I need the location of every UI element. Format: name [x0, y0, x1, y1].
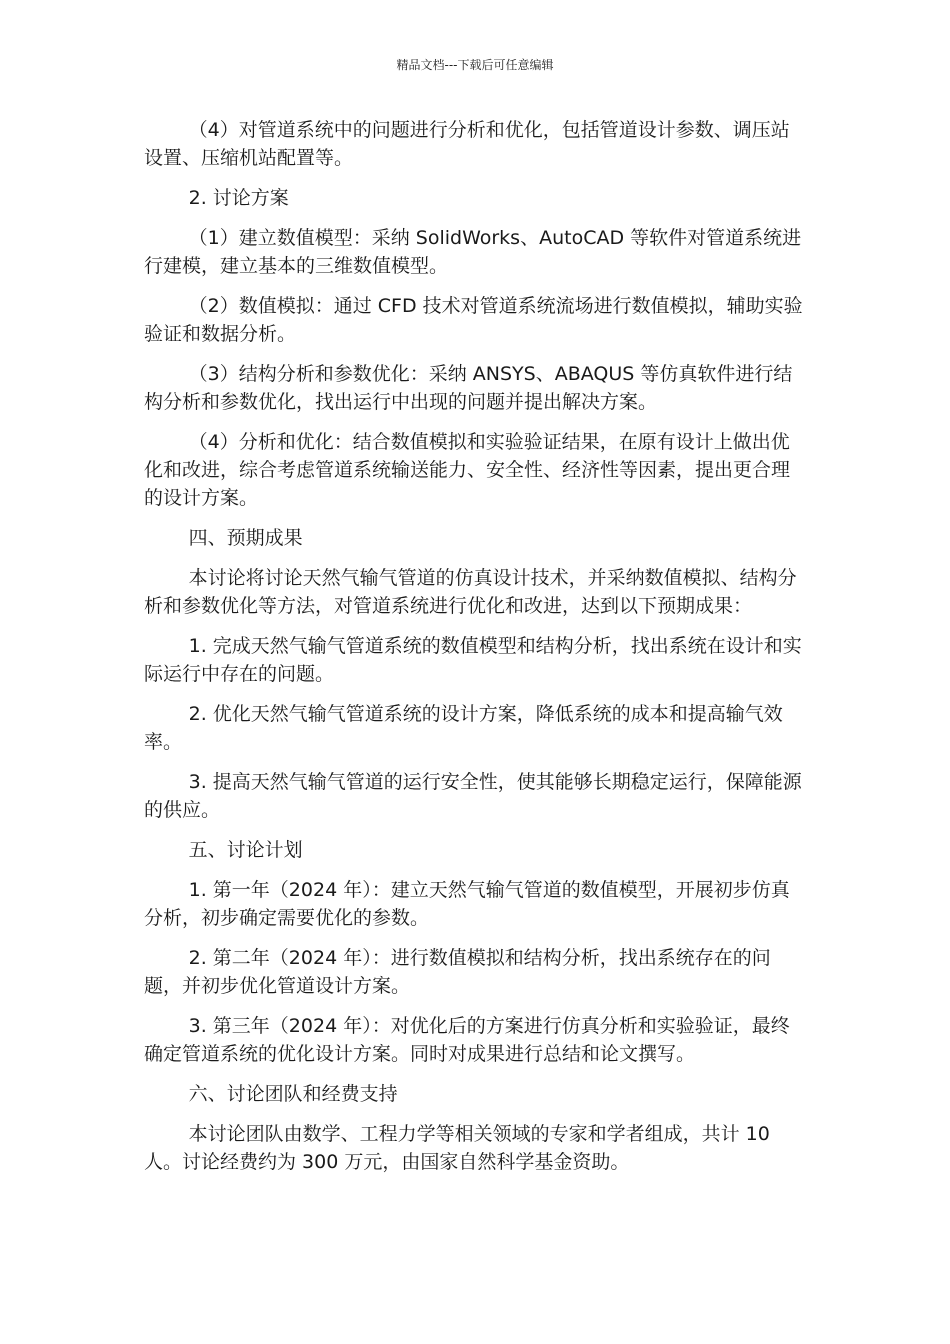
section-heading-expected-results: 四、预期成果 — [188, 527, 303, 549]
paragraph-result-1: 1. 完成天然气输气管道系统的数值模型和结构分析，找出系统在设计和实际运行中存在的问题。 — [144, 635, 802, 685]
paragraph-plan-year-2: 2. 第二年（2024 年）：进行数值模拟和结构分析，找出系统存在的问题，并初步优化管道设计方案。 — [144, 947, 771, 997]
paragraph-item-4-analysis: （4）对管道系统中的问题进行分析和优化，包括管道设计参数、调压站设置、压缩机站配置等。 — [144, 119, 790, 169]
paragraph-plan-year-3: 3. 第三年（2024 年）：对优化后的方案进行仿真分析和实验验证，最终确定管道系统的优化设计方案。同时对成果进行总结和论文撰写。 — [144, 1015, 790, 1065]
paragraph-structural-analysis: （3）结构分析和参数优化：采纳 ANSYS、ABAQUS 等仿真软件进行结构分析和参数优化，找出运行中出现的问题并提出解决方案。 — [144, 363, 793, 413]
paragraph-result-2: 2. 优化天然气输气管道系统的设计方案，降低系统的成本和提高输气效率。 — [144, 703, 783, 753]
document-body — [144, 116, 806, 1188]
paragraph-analysis-optimization: （4）分析和优化：结合数值模拟和实验验证结果，在原有设计上做出优化和改进，综合考虑管道系统输送能力、安全性、经济性等因素，提出更合理的设计方案。 — [144, 431, 791, 509]
section-heading-plan: 五、讨论计划 — [188, 839, 303, 861]
paragraph-plan-year-1: 1. 第一年（2024 年）：建立天然气输气管道的数值模型，开展初步仿真分析，初步确定需要优化的参数。 — [144, 879, 790, 929]
paragraph-team-funding: 本讨论团队由数学、工程力学等相关领域的专家和学者组成，共计 10 人。讨论经费约为 300 万元，由国家自然科学基金资助。 — [144, 1123, 770, 1173]
paragraph-numerical-simulation: （2）数值模拟：通过 CFD 技术对管道系统流场进行数值模拟，辅助实验验证和数据分析。 — [144, 295, 803, 345]
section-heading-team-funding: 六、讨论团队和经费支持 — [188, 1083, 398, 1105]
paragraph-result-3: 3. 提高天然气输气管道的运行安全性，使其能够长期稳定运行，保障能源的供应。 — [144, 771, 802, 821]
page-header: 精品文档---下载后可任意编辑 — [396, 58, 554, 72]
section-heading-discussion-plan: 2. 讨论方案 — [188, 187, 289, 209]
paragraph-numerical-model: （1）建立数值模型：采纳 SolidWorks、AutoCAD 等软件对管道系统进行建模，建立基本的三维数值模型。 — [144, 227, 802, 277]
paragraph-results-intro: 本讨论将讨论天然气输气管道的仿真设计技术，并采纳数值模拟、结构分析和参数优化等方法，对管道系统进行优化和改进，达到以下预期成果： — [144, 567, 797, 617]
